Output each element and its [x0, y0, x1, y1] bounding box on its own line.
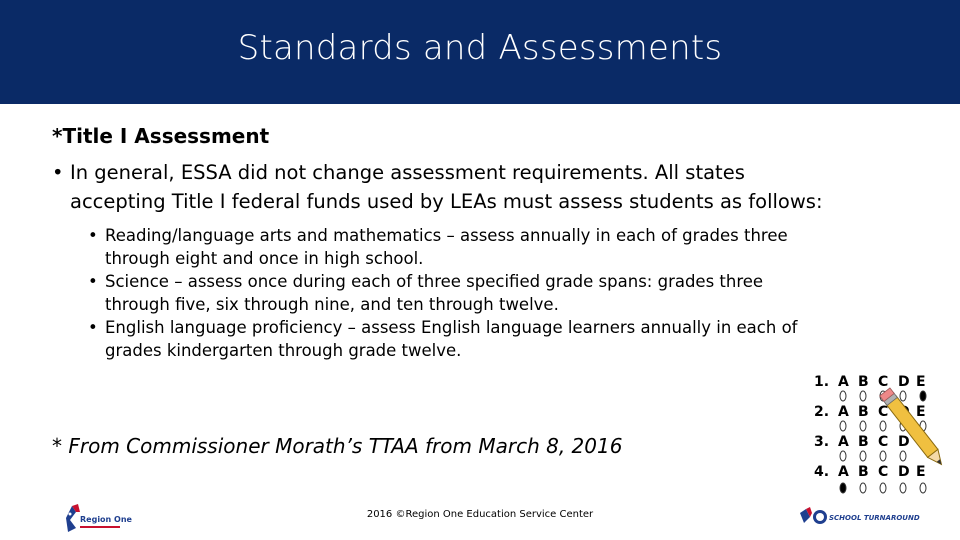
section-heading: *Title I Assessment: [52, 124, 270, 148]
answer-letter: B: [858, 464, 869, 480]
slide-body: [52, 124, 842, 362]
slide-title: Standards and Assessments: [237, 28, 723, 68]
answer-letter: B: [858, 404, 869, 420]
sub-bullet-item: [52, 316, 815, 362]
row-number: 2.: [814, 404, 830, 420]
sub-bullet-text: Reading/language arts and mathematics – assess annually in each of grades three through eight and once in high school.: [105, 226, 788, 268]
sub-bullet-text: Science – assess once during each of three specified grade spans: grades three through five, six through nine, and ten through twelve.: [105, 272, 764, 314]
answer-bubble: [860, 421, 866, 431]
bullet-text: In general, ESSA did not change assessment requirements. All states accepting Title I federal funds used by LEAs must assess students as follows:: [70, 161, 823, 213]
answer-letter: D: [898, 464, 910, 480]
answer-letter: E: [916, 464, 926, 480]
bullet-glyph: •: [88, 226, 98, 245]
answer-letter: E: [916, 404, 926, 420]
answer-bubble: [840, 391, 846, 401]
answer-bubble: [840, 421, 846, 431]
answer-letter: E: [916, 374, 926, 390]
answer-bubble: [900, 391, 906, 401]
bullet-glyph: •: [88, 318, 98, 337]
logo-text: SCHOOL TURNAROUND: [829, 514, 920, 522]
sub-bullet-item: [52, 270, 815, 316]
answer-letter: B: [858, 374, 869, 390]
row-number: 1.: [814, 374, 830, 390]
school-turnaround-logo: [798, 505, 920, 529]
row-number: 4.: [814, 464, 830, 480]
answer-letter: A: [838, 434, 849, 450]
answer-bubble: [880, 483, 886, 493]
answer-letter: D: [898, 434, 910, 450]
answer-letter: C: [878, 374, 889, 390]
answer-bubble: [860, 451, 866, 461]
footer-copyright: 2016 ©Region One Education Service Center: [366, 509, 594, 520]
sub-bullet-list: [52, 224, 842, 362]
pencil-icon: [880, 388, 947, 469]
answer-bubble: [900, 451, 906, 461]
bullet-glyph: •: [88, 272, 98, 291]
answer-bubble: [840, 451, 846, 461]
bullet-item: [52, 158, 842, 216]
footnote: * From Commissioner Morath’s TTAA from March 8, 2016: [52, 434, 623, 458]
title-bar: [0, 0, 960, 104]
sub-bullet-item: [52, 224, 815, 270]
answer-bubble-filled: [920, 391, 926, 401]
answer-bubble: [860, 483, 866, 493]
answer-letter: A: [838, 374, 849, 390]
answer-bubble-filled: [840, 483, 846, 493]
answer-bubble: [880, 421, 886, 431]
bullet-glyph: •: [52, 161, 64, 184]
answer-letter: C: [878, 434, 889, 450]
answer-letter: A: [838, 464, 849, 480]
answer-letter: D: [898, 374, 910, 390]
answer-letter: A: [838, 404, 849, 420]
answer-letter: C: [878, 464, 889, 480]
answer-letter: C: [878, 404, 889, 420]
sub-bullet-text: English language proficiency – assess English language learners annually in each of grades kindergarten through grade twelve.: [105, 318, 798, 360]
answer-bubble: [880, 451, 886, 461]
answer-letter: B: [858, 434, 869, 450]
answer-sheet-illustration: [806, 372, 956, 500]
answer-bubble: [920, 483, 926, 493]
row-number: 3.: [814, 434, 830, 450]
answer-bubble: [900, 483, 906, 493]
logo-text: Region One: [80, 515, 132, 524]
answer-bubble: [860, 391, 866, 401]
